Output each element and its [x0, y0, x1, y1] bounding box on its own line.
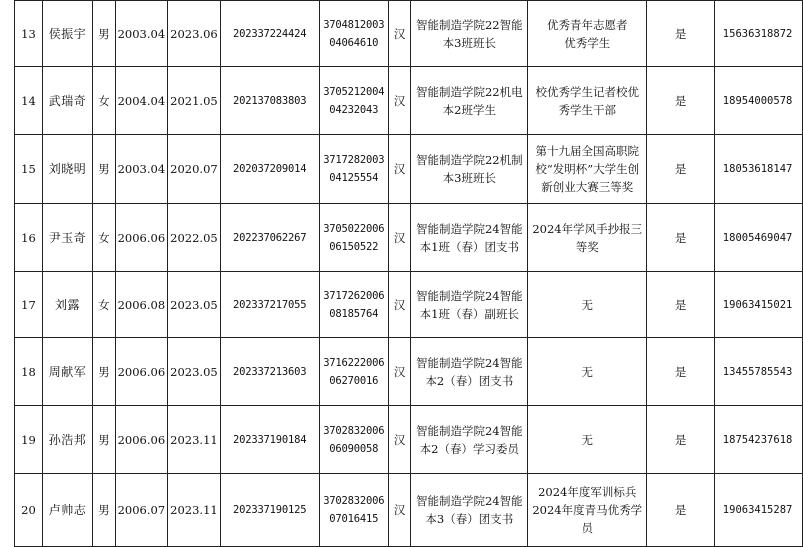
member-status-cell: 是 — [647, 338, 714, 406]
id-card-line: 3705022006 — [323, 222, 385, 235]
enrollment-date-cell: 2023.05 — [168, 338, 221, 406]
table-row — [15, 135, 803, 204]
name-cell: 武瑞奇 — [42, 67, 92, 135]
birth-date-cell: 2003.04 — [115, 135, 168, 204]
member-status-cell: 是 — [647, 1, 714, 67]
post-line: 本3班班长 — [442, 171, 496, 185]
post-line: 智能制造学院22机制 — [415, 153, 523, 167]
name-cell: 刘露 — [42, 272, 92, 338]
award-line: 校“发明杯”大学生创 — [535, 162, 640, 176]
enrollment-date-cell: 2023.06 — [168, 1, 221, 67]
enrollment-date-cell: 2023.11 — [168, 406, 221, 474]
birth-date-cell: 2006.07 — [115, 474, 168, 547]
gender-cell: 女 — [93, 67, 116, 135]
birth-date-cell: 2006.06 — [115, 338, 168, 406]
enrollment-date-cell: 2020.07 — [168, 135, 221, 204]
awards-cell — [528, 474, 647, 547]
award-line: 2024年学风手抄报三 — [532, 221, 643, 236]
id-card-line: 06150522 — [329, 240, 379, 253]
table-row — [15, 272, 803, 338]
row-number-cell: 18 — [15, 338, 43, 406]
phone-cell: 18005469047 — [714, 204, 802, 272]
position-cell — [411, 272, 528, 338]
member-status-cell: 是 — [647, 204, 714, 272]
member-status-cell: 是 — [647, 135, 714, 204]
award-line: 第十九届全国高职院 — [535, 144, 639, 158]
awards-cell — [528, 1, 647, 67]
award-line: 优秀青年志愿者 — [547, 17, 628, 32]
post-line: 智能制造学院24智能 — [415, 494, 523, 508]
id-card-line: 04064610 — [329, 36, 379, 49]
name-cell: 尹玉奇 — [42, 204, 92, 272]
table-row — [15, 67, 803, 135]
row-number-cell: 16 — [15, 204, 43, 272]
gender-cell: 男 — [93, 1, 116, 67]
ethnicity-cell: 汉 — [388, 338, 411, 406]
id-card-cell — [319, 1, 388, 67]
award-line: 无 — [581, 432, 593, 447]
gender-cell: 女 — [93, 272, 116, 338]
id-card-cell — [319, 204, 388, 272]
awards-cell — [528, 67, 647, 135]
ethnicity-cell: 汉 — [388, 204, 411, 272]
award-line: 员 — [581, 521, 593, 535]
gender-cell: 男 — [93, 406, 116, 474]
row-number-cell: 19 — [15, 406, 43, 474]
ethnicity-cell: 汉 — [388, 406, 411, 474]
phone-cell: 18754237618 — [714, 406, 802, 474]
awards-cell — [528, 135, 647, 204]
phone-cell: 18954000578 — [714, 67, 802, 135]
phone-cell: 19063415287 — [714, 474, 802, 547]
post-line: 本3（春）团支书 — [425, 512, 514, 526]
awards-cell — [528, 272, 647, 338]
award-line: 新创业大赛三等奖 — [541, 180, 634, 194]
awards-cell — [528, 338, 647, 406]
name-cell: 侯振宇 — [42, 1, 92, 67]
birth-date-cell: 2004.04 — [115, 67, 168, 135]
id-card-cell — [319, 338, 388, 406]
student-id-cell: 202237062267 — [220, 204, 319, 272]
ethnicity-cell: 汉 — [388, 1, 411, 67]
member-status-cell: 是 — [647, 67, 714, 135]
id-card-line: 3702832006 — [323, 495, 385, 507]
id-card-line: 3702832006 — [323, 424, 385, 437]
award-line: 等奖 — [575, 239, 599, 254]
row-number-cell: 14 — [15, 67, 43, 135]
id-card-cell — [319, 474, 388, 547]
student-table — [14, 0, 803, 547]
post-line: 智能制造学院24智能 — [415, 288, 523, 303]
post-line: 本2班学生 — [442, 102, 496, 117]
enrollment-date-cell: 2023.05 — [168, 272, 221, 338]
position-cell — [411, 67, 528, 135]
post-line: 本2（春）学习委员 — [419, 441, 519, 456]
award-line: 秀学生干部 — [558, 102, 616, 117]
ethnicity-cell: 汉 — [388, 474, 411, 547]
post-line: 本3班班长 — [442, 35, 496, 50]
id-card-cell — [319, 67, 388, 135]
member-status-cell: 是 — [647, 474, 714, 547]
name-cell: 孙浩邦 — [42, 406, 92, 474]
table-row — [15, 338, 803, 406]
id-card-line: 3716222006 — [323, 356, 385, 369]
id-card-line: 06090058 — [329, 442, 379, 455]
gender-cell: 男 — [93, 135, 116, 204]
id-card-cell — [319, 406, 388, 474]
row-number-cell: 20 — [15, 474, 43, 547]
student-id-cell: 202337190184 — [220, 406, 319, 474]
id-card-cell — [319, 272, 388, 338]
student-id-cell: 202337224424 — [220, 1, 319, 67]
birth-date-cell: 2006.06 — [115, 204, 168, 272]
name-cell: 刘晓明 — [42, 135, 92, 204]
id-card-line: 3705212004 — [323, 85, 385, 98]
id-card-line: 08185764 — [329, 307, 379, 320]
id-card-line: 04125554 — [329, 172, 379, 184]
post-line: 智能制造学院24智能 — [415, 355, 523, 370]
award-line: 2024年度军训标兵 — [538, 485, 637, 499]
member-status-cell: 是 — [647, 406, 714, 474]
post-line: 智能制造学院24智能 — [415, 423, 523, 438]
ethnicity-cell: 汉 — [388, 67, 411, 135]
enrollment-date-cell: 2022.05 — [168, 204, 221, 272]
phone-cell: 19063415021 — [714, 272, 802, 338]
table-row — [15, 1, 803, 67]
birth-date-cell: 2006.06 — [115, 406, 168, 474]
member-status-cell: 是 — [647, 272, 714, 338]
enrollment-date-cell: 2021.05 — [168, 67, 221, 135]
award-line: 无 — [581, 297, 593, 312]
row-number-cell: 13 — [15, 1, 43, 67]
birth-date-cell: 2006.08 — [115, 272, 168, 338]
id-card-line: 07016415 — [329, 513, 379, 525]
gender-cell: 男 — [93, 338, 116, 406]
student-id-cell: 202137083803 — [220, 67, 319, 135]
award-line: 无 — [581, 364, 593, 379]
awards-cell — [528, 204, 647, 272]
post-line: 本1班（春）副班长 — [419, 306, 519, 321]
student-id-cell: 202337217055 — [220, 272, 319, 338]
ethnicity-cell: 汉 — [388, 272, 411, 338]
position-cell — [411, 406, 528, 474]
position-cell — [411, 204, 528, 272]
position-cell — [411, 474, 528, 547]
position-cell — [411, 1, 528, 67]
row-number-cell: 17 — [15, 272, 43, 338]
student-id-cell: 202337213603 — [220, 338, 319, 406]
award-line: 优秀学生 — [564, 35, 611, 50]
phone-cell: 15636318872 — [714, 1, 802, 67]
student-id-cell: 202037209014 — [220, 135, 319, 204]
post-line: 智能制造学院22智能 — [415, 17, 523, 32]
id-card-line: 3717262006 — [323, 289, 385, 302]
award-line: 2024年度青马优秀学 — [532, 503, 643, 517]
gender-cell: 女 — [93, 204, 116, 272]
gender-cell: 男 — [93, 474, 116, 547]
table-row — [15, 204, 803, 272]
row-number-cell: 15 — [15, 135, 43, 204]
post-line: 本1班（春）团支书 — [419, 239, 519, 254]
id-card-line: 04232043 — [329, 103, 379, 116]
name-cell: 周献军 — [42, 338, 92, 406]
ethnicity-cell: 汉 — [388, 135, 411, 204]
id-card-cell — [319, 135, 388, 204]
position-cell — [411, 135, 528, 204]
student-id-cell: 202337190125 — [220, 474, 319, 547]
table-row — [15, 474, 803, 547]
id-card-line: 3704812003 — [323, 18, 385, 31]
id-card-line: 06270016 — [329, 374, 379, 387]
phone-cell: 13455785543 — [714, 338, 802, 406]
post-line: 本2（春）团支书 — [425, 373, 514, 388]
id-card-line: 3717282003 — [323, 154, 385, 166]
table-row — [15, 406, 803, 474]
birth-date-cell: 2003.04 — [115, 1, 168, 67]
post-line: 智能制造学院22机电 — [415, 84, 523, 99]
name-cell: 卢帅志 — [42, 474, 92, 547]
enrollment-date-cell: 2023.11 — [168, 474, 221, 547]
awards-cell — [528, 406, 647, 474]
phone-cell: 18053618147 — [714, 135, 802, 204]
post-line: 智能制造学院24智能 — [415, 221, 523, 236]
award-line: 校优秀学生记者校优 — [535, 84, 639, 99]
position-cell — [411, 338, 528, 406]
